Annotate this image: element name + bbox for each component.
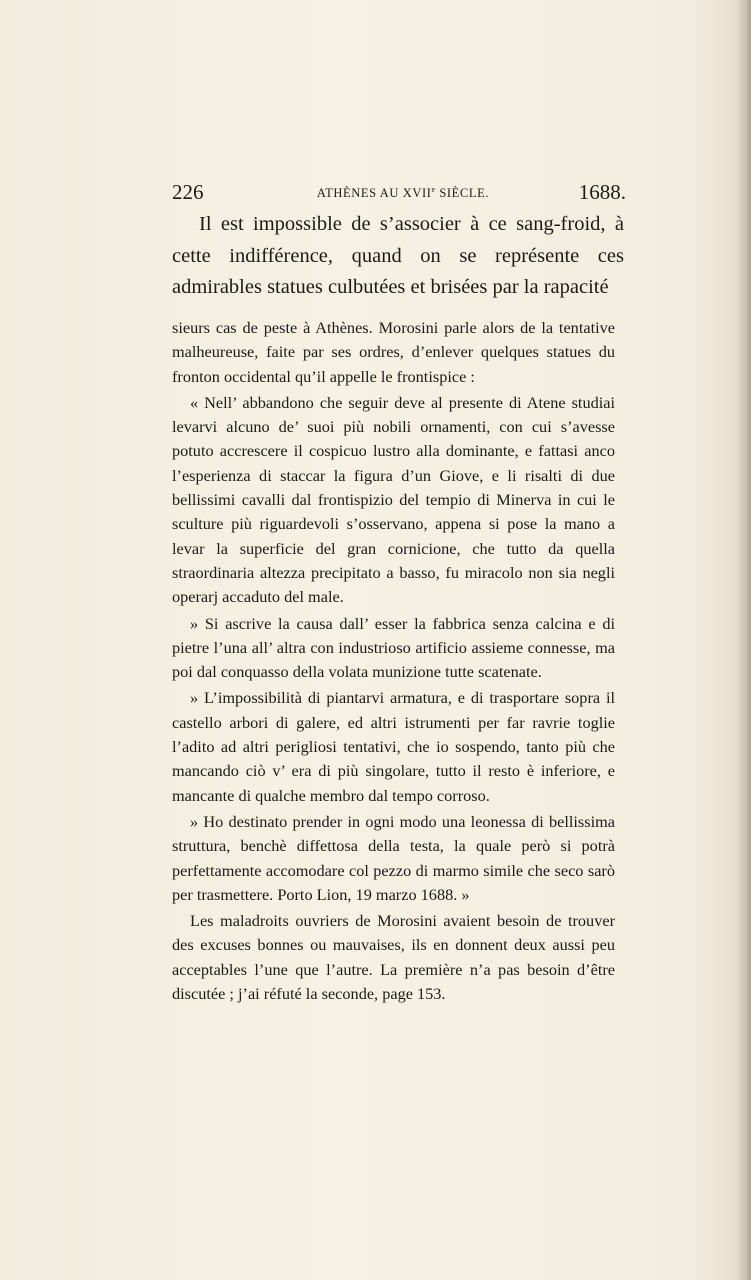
page-edge-shadow xyxy=(737,0,751,1280)
footnote-paragraph-3: » Si ascrive la causa dall’ esser la fabbrica senza calcina e di pietre l’una all’ altra con industrioso artificio assieme connesse, ma poi dal conquasso della volata munizione tutte scatenate. xyxy=(172,613,615,682)
footnote-paragraph-4: » L’impossibilità di piantarvi armatura, e di trasportare sopra il castello arbori di galere, ed altri istrumenti per far ravrie toglie l’adito ad altri perigliosi tentativi, che io sospendo, tanto più che mancando ciò v’ era di più singolare, tutto il resto è inferiore, e mancante di qualche membro dal tempo corroso. xyxy=(172,688,615,805)
footnote-paragraph-2: « Nell’ abbandono che seguir deve al presente di Atene studiai levarvi alcuno de’ suoi più nobili ornamenti, con cui s’avesse potuto accrescere il cospicuo lustro alla dominante, e fattasi anco l’esperienza di staccar la figura d’un Giove, e li risalti di due bellissimi cavalli dal frontispizio del tempio di Minerva in cui le sculture più riguardevoli s’osservano, appena si pose la mano a levar la superficie del gran cornicione, che tutto da quella straordinaria altezza precipitato a basso, fu miracolo non sia negli operarj accaduto del male. xyxy=(172,392,615,607)
footnote-paragraph-6: Les maladroits ouvriers de Morosini avaient besoin de trouver des excuses bonnes ou mauvaises, ils en donnent deux aussi peu acceptables l’une que l’autre. La première n’a pas besoin d’être discutée ; j’ai réfuté la seconde, page 153. xyxy=(172,911,615,1004)
running-title xyxy=(172,185,626,201)
main-text-block xyxy=(172,209,624,304)
footnote-paragraph-5: » Ho destinato prender in ogni modo una leonessa di bellissima struttura, benchè diffettosa della testa, la quale però si potrà perfettamente accomodare col pezzo di marmo simile che seco sarò per trasmettere. Porto Lion, 19 marzo 1688. » xyxy=(172,811,615,904)
running-title-end: SIÈCLE. xyxy=(435,186,490,201)
running-title-superscript: e xyxy=(431,185,436,194)
header-year: 1688. xyxy=(578,180,626,204)
main-paragraph: Il est impossible de s’associer à ce sang-froid, à cette indifférence, quand on se représente ces admirables statues culbutées et brisées par la rapacité xyxy=(172,213,624,298)
page-number: 226 xyxy=(172,180,204,204)
footnote-block xyxy=(172,316,615,1008)
running-title-main: ATHÈNES AU XVII xyxy=(316,186,432,201)
running-header xyxy=(172,180,626,206)
footnote-paragraph-1: sieurs cas de peste à Athènes. Morosini parle alors de la tentative malheureuse, faite par ses ordres, d’enlever quelques statues du fronton occidental qu’il appelle le frontispice : xyxy=(172,318,615,386)
